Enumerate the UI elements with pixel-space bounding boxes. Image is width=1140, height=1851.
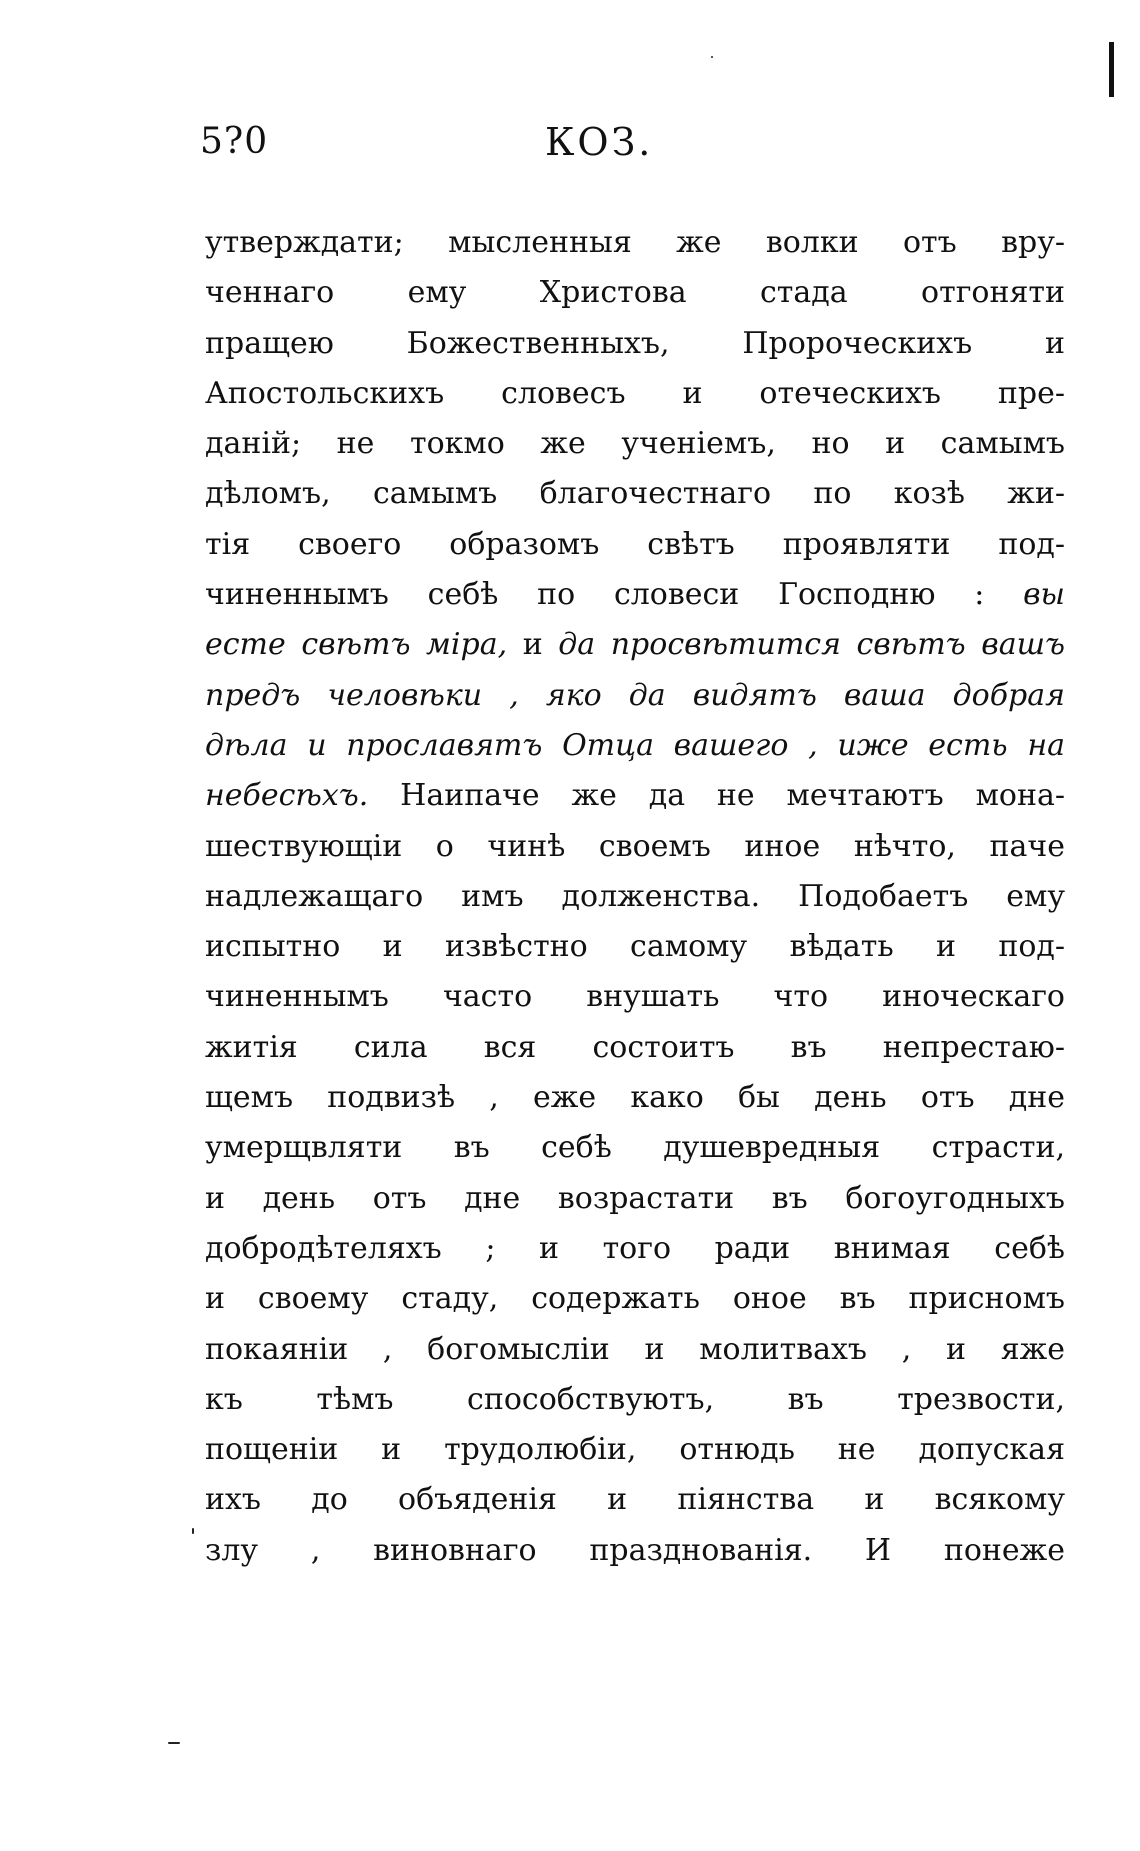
text-line: злу , виновнаго празднованія. И понеже (205, 1532, 1065, 1568)
text-line: тія своего образомъ свѣтъ проявляти под- (205, 526, 1065, 562)
italic-run: небесѣхъ. (205, 778, 369, 814)
page-edge-mark (1109, 42, 1114, 97)
text-line (205, 570, 1065, 620)
text-line: и день отъ дне возрастати въ богоугодныхъ (205, 1180, 1065, 1216)
running-head: КОЗ. (545, 120, 654, 164)
text-line: чиненнымъ часто внушать что иноческаго (205, 979, 1065, 1015)
italic-run: вы (1023, 577, 1065, 613)
text-line: ихъ до объяденія и піянства и всякому (205, 1482, 1065, 1518)
text-line: дѣломъ, самымъ благочестнаго по козѣ жи- (205, 476, 1065, 512)
text-line: утверждати; мысленныя же волки отъ вру- (205, 225, 1065, 260)
text-line: покаяніи , богомысліи и молитвахъ , и яже (205, 1331, 1065, 1367)
text-line (205, 721, 1065, 771)
text-line: житія сила вся состоитъ въ непрестаю- (205, 1029, 1065, 1065)
text-line: ченнаго ему Христова стада отгоняти (205, 275, 1065, 311)
page-number: 5?0 (200, 121, 269, 162)
body-text (205, 218, 1065, 1576)
text-line: щемъ подвизѣ , еже како бы день отъ дне (205, 1080, 1065, 1116)
text-line: даній; не токмо же ученіемъ, но и самымъ (205, 426, 1065, 462)
text-run: чиненнымъ себѣ по словеси Господню : (205, 577, 1024, 613)
text-line: къ тѣмъ способствуютъ, въ трезвости, (205, 1381, 1065, 1417)
italic-run: иже есть на (837, 727, 1065, 763)
italic-run: яко да видятъ ваша добрая (545, 677, 1065, 713)
print-speck (711, 56, 713, 58)
text-line: шествующіи о чинѣ своемъ иное нѣчто, паче (205, 828, 1065, 864)
text-line: пощеніи и трудолюбіи, отнюдь не допуская (205, 1432, 1065, 1468)
italic-run: предъ человѣки , (205, 677, 519, 713)
italic-run: есте свѣтъ міра, (205, 627, 508, 663)
text-line: Апостольскихъ словесъ и отеческихъ пре- (205, 375, 1065, 411)
text-line: пращею Божественныхъ, Пророческихъ и (205, 325, 1065, 361)
text-line: и своему стаду, содержать оное въ присномъ (205, 1281, 1065, 1317)
text-line: добродѣтеляхъ ; и того ради внимая себѣ (205, 1230, 1065, 1266)
text-line: испытно и извѣстно самому вѣдать и под- (205, 929, 1065, 965)
print-speck (192, 1528, 194, 1534)
text-line: небесѣхъ. Наипаче же да не мечтаютъ мона- (205, 778, 1065, 814)
italic-run: дѣла и прославятъ Отца вашего , (205, 727, 818, 763)
text-line: умерщвляти въ себѣ душевредныя страсти, (205, 1130, 1065, 1166)
text-line: надлежащаго имъ долженства. Подобаетъ ему (205, 878, 1065, 914)
page-header (200, 122, 900, 182)
italic-run: да просвѣтится свѣтъ вашъ (558, 627, 1065, 663)
text-line (205, 671, 1065, 721)
text-line: есте свѣтъ міра, и да просвѣтится свѣтъ вашъ (205, 627, 1065, 663)
print-speck (168, 1742, 180, 1744)
